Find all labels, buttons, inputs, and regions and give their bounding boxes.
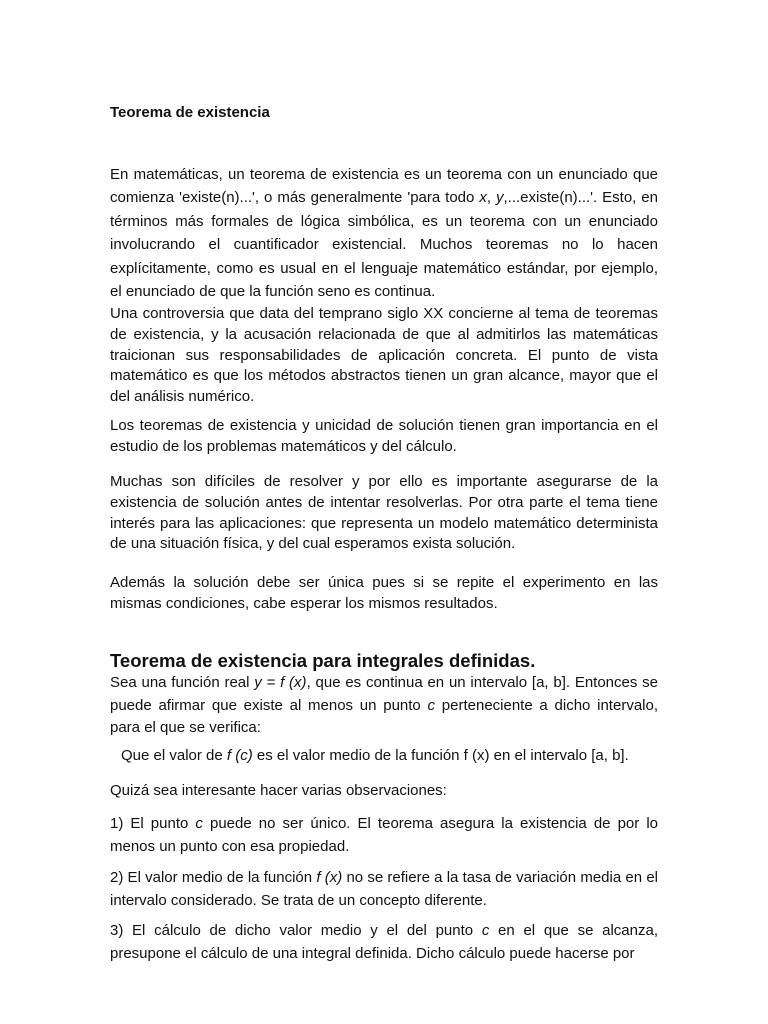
italic-y: y [495, 189, 504, 207]
paragraph-real-function [110, 672, 658, 740]
italic-formula: f (c) [226, 747, 253, 764]
paragraph-mean-value [110, 745, 658, 767]
text-run: 1) El punto [110, 815, 196, 832]
text-run: 3) El cálculo de dicho valor medio y el del punto [110, 922, 482, 939]
text-run: no se refiere a la tasa de variación media en el intervalo considerado. Se trata de un concepto diferente. [110, 869, 658, 909]
text-run: , que es continua en un intervalo [a, b]. Entonces se puede afirmar que existe al menos un punto [110, 674, 659, 714]
text-run: es el valor medio de la función f (x) en el intervalo [a, b]. [252, 747, 629, 764]
italic-c: c [481, 922, 490, 939]
text-run: 2) El valor medio de la función [110, 869, 317, 886]
italic-formula: y = f (x) [254, 674, 307, 691]
italic-c: c [195, 815, 203, 832]
italic-x: x [479, 189, 487, 207]
list-item-observation-1 [110, 813, 658, 858]
paragraph-difficulty: Muchas son difíciles de resolver y por ello es importante asegurarse de la existencia de solución antes de intentar resolverlas. Por otra parte el tema tiene interés para las aplicaciones: que representa un modelo matemático determinista de una situación física, y del cual esperamos exista solución. [110, 473, 658, 553]
text-run: , [486, 189, 496, 207]
text-run: ,...existe(n)...'. Esto, en términos más formales de lógica simbólica, es un teorema con un enunciado involucrando el cuantificador existencial. Muchos teoremas no lo hacen explícitamente, como es usual en el lenguaje matemático estándar, por ejemplo, el enunciado de que la función seno es continua. [110, 189, 658, 301]
section-title: Teorema de existencia [110, 104, 270, 121]
text-run: Que el valor de [121, 747, 227, 764]
paragraph-observations-intro: Quizá sea interesante hacer varias observaciones: [110, 782, 447, 799]
text-run: En matemáticas, un teorema de existencia es un teorema con un enunciado que comienza 'existe(n)...', o más generalmente 'para todo [110, 166, 658, 207]
section-heading-integrals: Teorema de existencia para integrales definidas. [110, 650, 536, 671]
italic-formula: f (x) [316, 869, 343, 886]
text-run: Sea una función real [110, 674, 255, 691]
paragraph-unique-solution: Además la solución debe ser única pues si se repite el experimento en las mismas condiciones, cabe esperar los mismos resultados. [110, 574, 658, 612]
paragraph-uniqueness: Los teoremas de existencia y unicidad de solución tienen gran importancia en el estudio de los problemas matemáticos y del cálculo. [110, 417, 658, 455]
italic-c: c [427, 696, 436, 714]
text-run: puede no ser único. El teorema asegura la existencia de por lo menos un punto con esa propiedad. [110, 815, 658, 855]
paragraph-intro [110, 163, 658, 303]
text-run: en el que se alcanza, presupone el cálculo de una integral definida. Dicho cálculo puede hacerse por [110, 922, 658, 962]
text-run: perteneciente a dicho intervalo, para el que se verifica: [110, 696, 659, 736]
list-item-observation-3 [110, 920, 658, 965]
list-item-observation-2 [110, 867, 658, 912]
paragraph-controversy: Una controversia que data del temprano siglo XX concierne al tema de teoremas de existencia, y la acusación relacionada de que al admitirlos las matemáticas traicionan sus responsabilidades de aplicación concreta. El punto de vista matemático es que los métodos abstractos tienen un gran alcance, mayor que el del análisis numérico. [110, 305, 658, 406]
